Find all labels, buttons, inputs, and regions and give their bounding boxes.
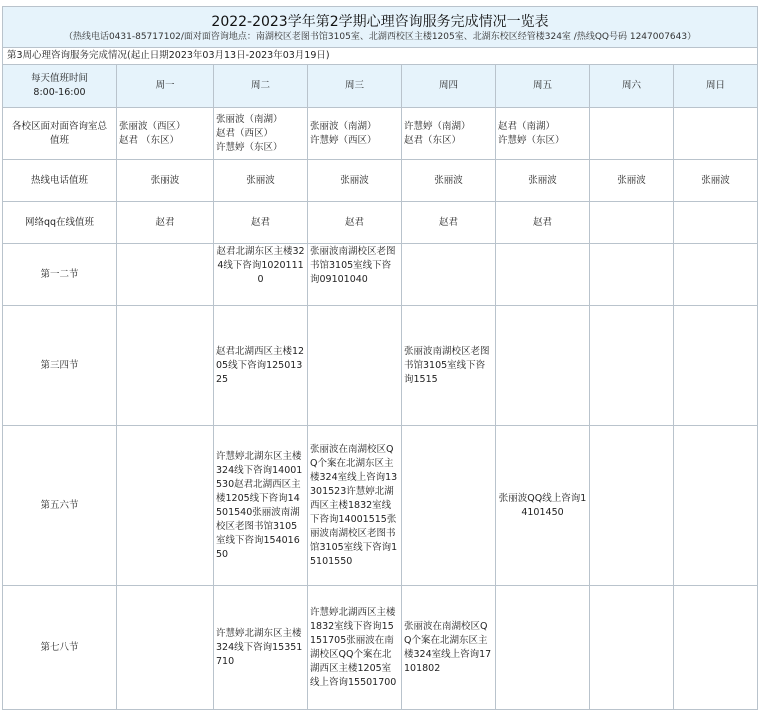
p12-cell-mon bbox=[117, 244, 214, 306]
p78-cell-wed: 许慧婷北湖西区主楼1832室线下咨询15151705张丽波在南湖校区QQ个案在北湖西区主楼1205室线上咨询15501700 bbox=[308, 586, 402, 710]
campus-fri-line: 赵君（南湖） bbox=[498, 120, 556, 132]
p34-cell-mon bbox=[117, 306, 214, 426]
online-cell-wed: 赵君 bbox=[308, 202, 402, 244]
title-row bbox=[3, 7, 758, 48]
header-time-range: 8:00-16:00 bbox=[33, 87, 86, 98]
p56-cell-tue: 许慧婷北湖东区主楼324线下咨询14001530赵君北湖西区主楼1205线下咨询14501540张丽波南湖校区老图书馆3105室线下咨询15401650 bbox=[214, 426, 308, 586]
period-56-row bbox=[3, 426, 758, 586]
hotline-cell-wed: 张丽波 bbox=[308, 160, 402, 202]
online-row-label: 网络qq在线值班 bbox=[3, 202, 117, 244]
p56-cell-sat bbox=[590, 426, 674, 586]
campus-cell-sun bbox=[674, 108, 758, 160]
campus-cell-fri bbox=[496, 108, 590, 160]
campus-fri-line: 许慧婷（东区） bbox=[498, 134, 565, 146]
campus-cell-tue bbox=[214, 108, 308, 160]
p56-cell-fri: 张丽波QQ线上咨询14101450 bbox=[496, 426, 590, 586]
campus-row bbox=[3, 108, 758, 160]
period-text: 第3周心理咨询服务完成情况(起止日期2023年03月13日-2023年03月19日) bbox=[3, 48, 758, 65]
p34-cell-fri bbox=[496, 306, 590, 426]
campus-cell-sat bbox=[590, 108, 674, 160]
period-78-label: 第七八节 bbox=[3, 586, 117, 710]
p56-cell-thu bbox=[402, 426, 496, 586]
p34-cell-tue: 赵君北湖西区主楼1205线下咨询12501325 bbox=[214, 306, 308, 426]
header-row bbox=[3, 65, 758, 108]
header-day-wed: 周三 bbox=[308, 65, 402, 108]
campus-thu-line: 赵君（东区） bbox=[404, 134, 462, 146]
campus-mon-line: 张丽波（西区） bbox=[119, 120, 186, 132]
p78-cell-sat bbox=[590, 586, 674, 710]
period-34-row bbox=[3, 306, 758, 426]
hotline-cell-thu: 张丽波 bbox=[402, 160, 496, 202]
online-cell-mon: 赵君 bbox=[117, 202, 214, 244]
hotline-cell-fri: 张丽波 bbox=[496, 160, 590, 202]
p78-cell-sun bbox=[674, 586, 758, 710]
p56-cell-sun bbox=[674, 426, 758, 586]
p78-cell-tue: 许慧婷北湖东区主楼324线下咨询15351710 bbox=[214, 586, 308, 710]
period-row bbox=[3, 48, 758, 65]
schedule-sheet bbox=[2, 6, 757, 710]
p34-cell-wed bbox=[308, 306, 402, 426]
period-56-label: 第五六节 bbox=[3, 426, 117, 586]
hotline-row bbox=[3, 160, 758, 202]
p78-cell-thu: 张丽波在南湖校区QQ个案在北湖东区主楼324室线上咨询17101802 bbox=[402, 586, 496, 710]
p12-cell-wed: 张丽波南湖校区老图书馆3105室线下咨询09101040 bbox=[308, 244, 402, 306]
period-78-row bbox=[3, 586, 758, 710]
campus-tue-line: 许慧婷（东区） bbox=[216, 141, 283, 153]
p12-cell-tue: 赵君北湖东区主楼324线下咨询10201110 bbox=[214, 244, 308, 306]
p34-cell-sun bbox=[674, 306, 758, 426]
online-cell-tue: 赵君 bbox=[214, 202, 308, 244]
p56-cell-wed: 张丽波在南湖校区QQ个案在北湖东区主楼324室线上咨询13301523许慧婷北湖西区主楼1832室线下咨询14001515张丽波南湖校区老图书馆3105室线下咨询15101550 bbox=[308, 426, 402, 586]
campus-tue-line: 张丽波（南湖） bbox=[216, 113, 283, 125]
campus-cell-wed bbox=[308, 108, 402, 160]
campus-cell-thu bbox=[402, 108, 496, 160]
p78-cell-mon bbox=[117, 586, 214, 710]
period-12-label: 第一二节 bbox=[3, 244, 117, 306]
campus-cell-mon bbox=[117, 108, 214, 160]
period-34-label: 第三四节 bbox=[3, 306, 117, 426]
header-day-sat: 周六 bbox=[590, 65, 674, 108]
online-cell-thu: 赵君 bbox=[402, 202, 496, 244]
period-12-row bbox=[3, 244, 758, 306]
header-day-sun: 周日 bbox=[674, 65, 758, 108]
online-row bbox=[3, 202, 758, 244]
p56-cell-mon bbox=[117, 426, 214, 586]
online-cell-sat bbox=[590, 202, 674, 244]
p12-cell-sat bbox=[590, 244, 674, 306]
hotline-row-label: 热线电话值班 bbox=[3, 160, 117, 202]
hotline-cell-tue: 张丽波 bbox=[214, 160, 308, 202]
campus-mon-line: 赵君 （东区） bbox=[119, 134, 180, 146]
header-day-fri: 周五 bbox=[496, 65, 590, 108]
campus-label-line1: 各校区面对面咨询室总 bbox=[11, 120, 107, 132]
page-subtitle: （热线电话0431-85717102/面对面咨询地点：南湖校区老图书馆3105室、北湖西校区主楼1205室、北湖东校区经管楼324室 /热线QQ号码 1247007643） bbox=[63, 31, 697, 42]
p34-cell-sat bbox=[590, 306, 674, 426]
hotline-cell-sat: 张丽波 bbox=[590, 160, 674, 202]
p12-cell-thu bbox=[402, 244, 496, 306]
p12-cell-fri bbox=[496, 244, 590, 306]
p12-cell-sun bbox=[674, 244, 758, 306]
campus-tue-line: 赵君（西区） bbox=[216, 127, 274, 139]
hotline-cell-mon: 张丽波 bbox=[117, 160, 214, 202]
online-cell-fri: 赵君 bbox=[496, 202, 590, 244]
campus-wed-line: 张丽波（南湖） bbox=[310, 120, 377, 132]
p34-cell-thu: 张丽波南湖校区老图书馆3105室线下咨询1515 bbox=[402, 306, 496, 426]
header-time-label: 每天值班时间 bbox=[30, 73, 88, 84]
campus-label-line2: 值班 bbox=[49, 134, 69, 146]
campus-thu-line: 许慧婷（南湖） bbox=[404, 120, 471, 132]
header-day-mon: 周一 bbox=[117, 65, 214, 108]
p78-cell-fri bbox=[496, 586, 590, 710]
header-day-tue: 周二 bbox=[214, 65, 308, 108]
campus-wed-line: 许慧婷（西区） bbox=[310, 134, 377, 146]
page-title: 2022-2023学年第2学期心理咨询服务完成情况一览表 bbox=[211, 13, 549, 30]
campus-row-label bbox=[3, 108, 117, 160]
header-day-thu: 周四 bbox=[402, 65, 496, 108]
online-cell-sun bbox=[674, 202, 758, 244]
header-time-cell bbox=[3, 65, 117, 108]
schedule-table bbox=[2, 6, 758, 710]
hotline-cell-sun: 张丽波 bbox=[674, 160, 758, 202]
